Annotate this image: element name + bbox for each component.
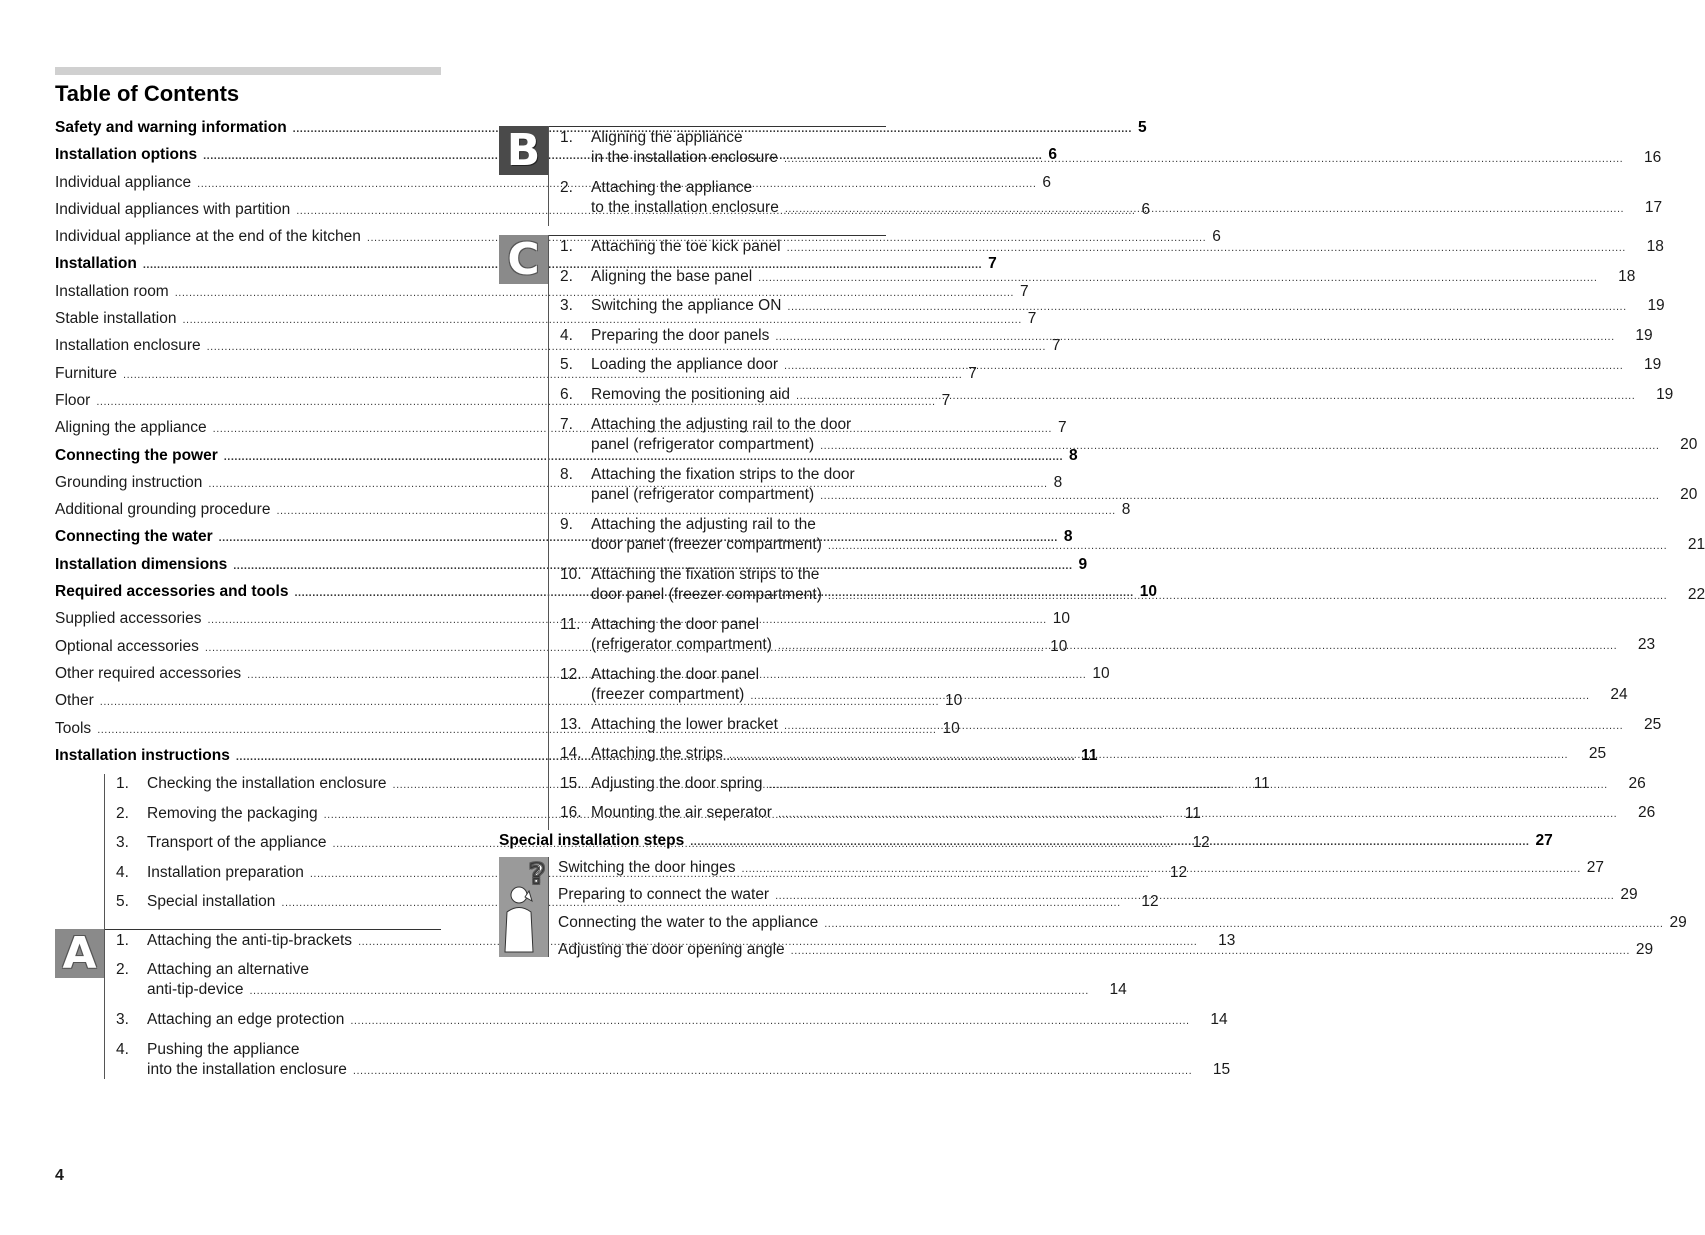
leader-dots [824, 914, 1663, 934]
step-label: in the installation enclosure [591, 149, 778, 166]
step-number: 12. [560, 665, 582, 683]
step-number: 16. [560, 804, 582, 822]
step-page: 19 [1656, 385, 1674, 403]
toc-entry-page: 7 [968, 364, 977, 382]
step-label-line1: Attaching the adjusting rail to the [591, 515, 816, 533]
toc-entry-label: Tools [55, 719, 92, 737]
step-page: 25 [1588, 745, 1607, 763]
step-label: Checking the installation enclosure [147, 775, 387, 792]
toc-entry-label: Adjusting the door opening angle [558, 940, 785, 958]
section-a-step[interactable] [116, 1010, 1228, 1040]
toc-entry-label: Installation dimensions [55, 555, 228, 573]
step-body [591, 128, 1661, 178]
page-number: 4 [55, 1167, 64, 1184]
step-label: panel (refrigerator compartment) [591, 485, 815, 503]
step-page: 19 [1644, 356, 1662, 374]
toc-entry-page: 5 [1137, 119, 1147, 136]
step-number: 10. [560, 565, 582, 583]
leader-dots [787, 238, 1626, 258]
step-page: 19 [1647, 297, 1665, 315]
toc-entry-page: 6 [1141, 200, 1151, 218]
step-body [591, 415, 1697, 465]
step-line [591, 355, 1661, 376]
step-line [591, 435, 1697, 456]
step-number: 3. [116, 1011, 129, 1028]
step-line [147, 980, 1127, 1001]
step-number: 1. [560, 238, 573, 255]
step-number: 1. [116, 775, 129, 792]
step-number: 9. [560, 515, 573, 533]
step-number: 11. [560, 615, 581, 633]
toc-entry-label: Preparing to connect the water [558, 886, 770, 904]
step-label: into the installation enclosure [147, 1061, 347, 1078]
toc-entry-page: 27 [1586, 859, 1605, 876]
step-number: 2. [116, 804, 129, 822]
toc-entry-label: Special installation steps [499, 832, 685, 849]
step-body [591, 296, 1665, 326]
step-number: 6. [560, 385, 573, 403]
step-body [591, 178, 1662, 228]
step-number: 2. [116, 961, 129, 978]
toc-entry-page: 10 [942, 719, 960, 737]
leader-dots [828, 536, 1667, 556]
title-bar-decoration [55, 67, 441, 75]
step-line [591, 237, 1664, 258]
toc-entry-page: 8 [1053, 473, 1063, 491]
step-line [591, 148, 1661, 169]
step-number: 13. [560, 715, 582, 733]
section-b [499, 125, 1663, 226]
step-line [591, 296, 1665, 317]
leader-dots [742, 859, 1581, 879]
step-label-line1: Aligning the appliance [591, 129, 743, 146]
step-body [591, 326, 1653, 356]
toc-entry-label: Connecting the water [55, 528, 213, 546]
step-page: 22 [1687, 585, 1705, 603]
toc-entry-label: Safety and warning information [55, 119, 287, 136]
toc-entry-label: Individual appliance [55, 173, 192, 191]
step-number: 3. [116, 834, 129, 851]
section-b-divider [548, 126, 549, 226]
step-body [591, 715, 1661, 745]
toc-entry-page: 6 [1048, 146, 1057, 164]
toc-entry[interactable] [55, 336, 1061, 363]
section-c-step[interactable] [560, 565, 1705, 615]
leader-dots [784, 356, 1623, 376]
section-c-step[interactable] [560, 267, 1636, 297]
leader-dots [250, 981, 1089, 1001]
step-label: to the installation enclosure [591, 199, 779, 216]
toc-entry-page: 6 [1042, 173, 1052, 191]
step-body [147, 1040, 1230, 1080]
step-number: 8. [560, 465, 573, 483]
toc-entry-label: Connecting the water to the appliance [558, 913, 819, 931]
step-page: 18 [1646, 238, 1664, 255]
step-body [591, 237, 1664, 267]
section-c-step[interactable] [560, 465, 1698, 515]
toc-entry-page: 7 [1051, 337, 1061, 355]
step-line [591, 326, 1653, 347]
leader-dots [768, 775, 1607, 795]
section-c-rule [548, 235, 886, 236]
step-body [591, 803, 1655, 833]
section-a-badge: A [55, 929, 104, 978]
step-label: Preparing the door panels [591, 326, 770, 344]
section-a-step[interactable] [116, 960, 1127, 1010]
leader-dots [690, 832, 1529, 852]
leader-dots [820, 436, 1659, 456]
step-page: 11 [1253, 775, 1270, 792]
step-label: Attaching the toe kick panel [591, 238, 781, 255]
step-label-line1: Pushing the appliance [147, 1041, 300, 1058]
section-c-step[interactable] [560, 385, 1674, 415]
toc-entry-label: Stable installation [55, 310, 177, 328]
section-c-step[interactable] [560, 237, 1664, 267]
step-page: 25 [1643, 715, 1662, 733]
step-number: 1. [116, 932, 129, 949]
toc-entry-label: Furniture [55, 364, 118, 382]
step-page: 14 [1109, 981, 1127, 998]
step-number: 4. [560, 326, 573, 344]
leader-dots [778, 636, 1617, 656]
step-page: 12 [1169, 863, 1188, 881]
step-page: 16 [1644, 149, 1662, 166]
step-body [591, 465, 1697, 515]
leader-dots [791, 941, 1630, 961]
step-page: 20 [1680, 435, 1698, 453]
toc-entry-label: Grounding instruction [55, 473, 203, 491]
step-line [591, 774, 1646, 795]
section-a-rule [104, 929, 441, 930]
section-c-step[interactable] [560, 326, 1653, 356]
step-label: Attaching the strips [591, 745, 723, 763]
leader-dots [787, 297, 1626, 317]
step-label: Attaching the lower bracket [591, 715, 778, 733]
step-number: 5. [116, 893, 129, 910]
step-line [591, 585, 1705, 606]
step-label: door panel (freezer compartment) [591, 585, 822, 603]
step-page: 12 [1192, 834, 1210, 851]
step-page: 19 [1635, 326, 1653, 344]
step-line [591, 635, 1655, 656]
step-label: Adjusting the door spring [591, 774, 763, 792]
step-page: 23 [1637, 635, 1656, 653]
toc-entry-page: 7 [1027, 310, 1037, 328]
section-c-step[interactable] [560, 515, 1705, 565]
leader-dots [350, 1011, 1189, 1031]
step-page: 13 [1218, 932, 1236, 949]
toc-entry-page: 27 [1535, 832, 1553, 849]
step-page: 17 [1644, 199, 1663, 216]
step-label-line1: Attaching the fixation strips to the door [591, 465, 855, 483]
left-step-divider [104, 774, 105, 929]
step-body [591, 355, 1661, 385]
leader-dots [784, 149, 1623, 169]
step-label: door panel (freezer compartment) [591, 535, 822, 553]
toc-entry-label: Aligning the appliance [55, 419, 207, 437]
toc-entry-page: 7 [988, 255, 997, 273]
step-page: 14 [1210, 1011, 1228, 1028]
step-number: 15. [560, 774, 582, 792]
toc-entry-label: Installation enclosure [55, 337, 201, 355]
toc-entry-page: 10 [1050, 637, 1068, 655]
leader-dots [778, 804, 1617, 824]
toc-entry-page: 8 [1121, 501, 1131, 519]
toc-entry-label: Installation instructions [55, 746, 230, 764]
leader-dots [775, 327, 1614, 347]
toc-entry-page: 10 [1139, 583, 1157, 601]
help-figure-badge [499, 857, 548, 957]
step-body [591, 565, 1705, 615]
toc-entry-label: Individual appliances with partition [55, 200, 291, 218]
toc-entry-page: 8 [1063, 528, 1073, 546]
step-page: 24 [1610, 685, 1628, 703]
step-label: Aligning the base panel [591, 267, 753, 285]
step-line [147, 1010, 1228, 1031]
section-c-step[interactable] [560, 415, 1698, 465]
step-page: 26 [1637, 804, 1656, 822]
step-body [591, 515, 1705, 565]
section-c-step[interactable] [560, 296, 1665, 326]
section-c-list [560, 237, 1705, 833]
step-label: Attaching an edge protection [147, 1011, 345, 1028]
toc-entry-page: 9 [1078, 555, 1088, 573]
toc-entry-label: Additional grounding procedure [55, 501, 271, 519]
person-on-phone-icon [499, 857, 548, 957]
toc-entry-page: 10 [1092, 664, 1110, 682]
step-label: Mounting the air seperator [591, 804, 772, 822]
step-number: 4. [116, 863, 129, 881]
leader-dots [775, 886, 1614, 906]
section-c-badge: C [499, 235, 548, 284]
step-line [591, 198, 1662, 219]
leader-dots [796, 386, 1635, 406]
toc-entry-label: Optional accessories [55, 637, 199, 655]
special-step[interactable] [558, 913, 1687, 940]
toc-entry-label: Floor [55, 391, 91, 409]
toc-entry-page: 8 [1069, 446, 1078, 464]
toc-entry-label: Other required accessories [55, 664, 242, 682]
step-body [147, 960, 1127, 1010]
section-b-badge: B [499, 126, 548, 175]
section-b-step[interactable] [560, 128, 1662, 178]
toc-entry-page: 29 [1669, 913, 1687, 931]
leader-dots [828, 586, 1667, 606]
special-divider [548, 857, 549, 957]
leader-dots [729, 745, 1568, 765]
step-label: Switching the appliance ON [591, 297, 782, 315]
step-number: 3. [560, 297, 573, 315]
step-label: (refrigerator compartment) [591, 635, 772, 653]
step-label-line1: Attaching the door panel [591, 665, 760, 683]
section-b-list [560, 128, 1663, 228]
step-number: 2. [560, 179, 573, 196]
svg-text:?: ? [529, 857, 546, 890]
step-label: Special installation [147, 893, 276, 910]
step-label: panel (refrigerator compartment) [591, 435, 815, 453]
step-label: Removing the positioning aid [591, 385, 791, 403]
step-body [591, 385, 1673, 415]
step-number: 5. [560, 356, 573, 374]
step-page: 26 [1628, 774, 1646, 792]
toc-entry-page: 29 [1620, 886, 1638, 904]
toc-entry-label: Installation room [55, 282, 169, 300]
section-a-step[interactable] [116, 1040, 1231, 1080]
leader-dots [820, 486, 1659, 506]
step-page: 11 [1184, 804, 1201, 822]
step-label: (freezer compartment) [591, 685, 745, 703]
toc-entry-label: Other [55, 692, 94, 710]
step-page: 15 [1212, 1061, 1231, 1078]
step-number: 4. [116, 1041, 129, 1058]
toc-entry-label: Installation [55, 255, 137, 273]
step-body [591, 744, 1606, 774]
section-b-step[interactable] [560, 178, 1663, 228]
step-line [591, 267, 1635, 288]
toc-entry-page: 10 [945, 692, 963, 710]
section-a-divider [104, 929, 105, 1079]
leader-dots [758, 268, 1597, 288]
step-label: Loading the appliance door [591, 356, 779, 374]
step-body [147, 1010, 1228, 1040]
step-line [591, 535, 1705, 556]
step-label: Installation preparation [147, 863, 304, 881]
step-number: 14. [560, 745, 582, 763]
step-line [591, 385, 1673, 406]
toc-entry-label: Individual appliance at the end of the kitchen [55, 228, 361, 246]
step-label-line1: Attaching the adjusting rail to the door [591, 415, 852, 433]
section-c [499, 234, 1705, 830]
step-line [591, 744, 1606, 765]
step-line [591, 803, 1655, 824]
step-page: 12 [1141, 893, 1159, 910]
section-c-divider [548, 235, 549, 830]
step-body [591, 615, 1655, 665]
step-label-line1: Attaching the appliance [591, 179, 753, 196]
toc-entry-page: 6 [1212, 228, 1221, 246]
toc-entry-page: 29 [1635, 940, 1654, 958]
section-b-rule [548, 126, 886, 127]
toc-entry-label: Required accessories and tools [55, 583, 289, 601]
step-body [591, 665, 1628, 715]
toc-entry[interactable] [55, 446, 1078, 473]
step-number: 1. [560, 129, 573, 146]
toc-entry-label: Switching the door hinges [558, 859, 736, 876]
step-label: Transport of the appliance [147, 834, 327, 851]
step-line [147, 1060, 1230, 1081]
toc-entry-label: Connecting the power [55, 446, 218, 464]
page-title: Table of Contents [55, 81, 240, 106]
toc-entry-page: 7 [941, 391, 951, 409]
step-label-line1: Attaching an alternative [147, 961, 309, 978]
toc-entry-page: 11 [1081, 746, 1098, 764]
step-page: 20 [1680, 485, 1698, 503]
toc-entry-label: Supplied accessories [55, 610, 202, 628]
step-label-line1: Attaching the door panel [591, 615, 760, 633]
leader-dots [785, 199, 1624, 219]
toc-entry-label: Installation options [55, 146, 198, 164]
step-body [591, 774, 1646, 804]
toc-entry-page: 10 [1052, 610, 1070, 628]
step-number: 7. [560, 415, 573, 433]
step-page: 18 [1618, 267, 1636, 285]
section-c-step[interactable] [560, 355, 1662, 385]
step-label: Attaching the anti-tip-brackets [147, 932, 353, 949]
step-label: Removing the packaging [147, 804, 318, 822]
step-line [591, 715, 1661, 736]
step-line [591, 685, 1628, 706]
toc-entry-page: 7 [1057, 419, 1067, 437]
step-page: 21 [1687, 535, 1705, 553]
toc-entry-page: 7 [1020, 282, 1029, 300]
step-body [591, 267, 1635, 297]
leader-dots [750, 686, 1589, 706]
step-label: anti-tip-device [147, 981, 244, 998]
step-line [591, 485, 1697, 506]
leader-dots [353, 1061, 1192, 1081]
step-number: 2. [560, 267, 573, 285]
leader-dots [784, 716, 1623, 736]
step-label-line1: Attaching the fixation strips to the [591, 565, 820, 583]
